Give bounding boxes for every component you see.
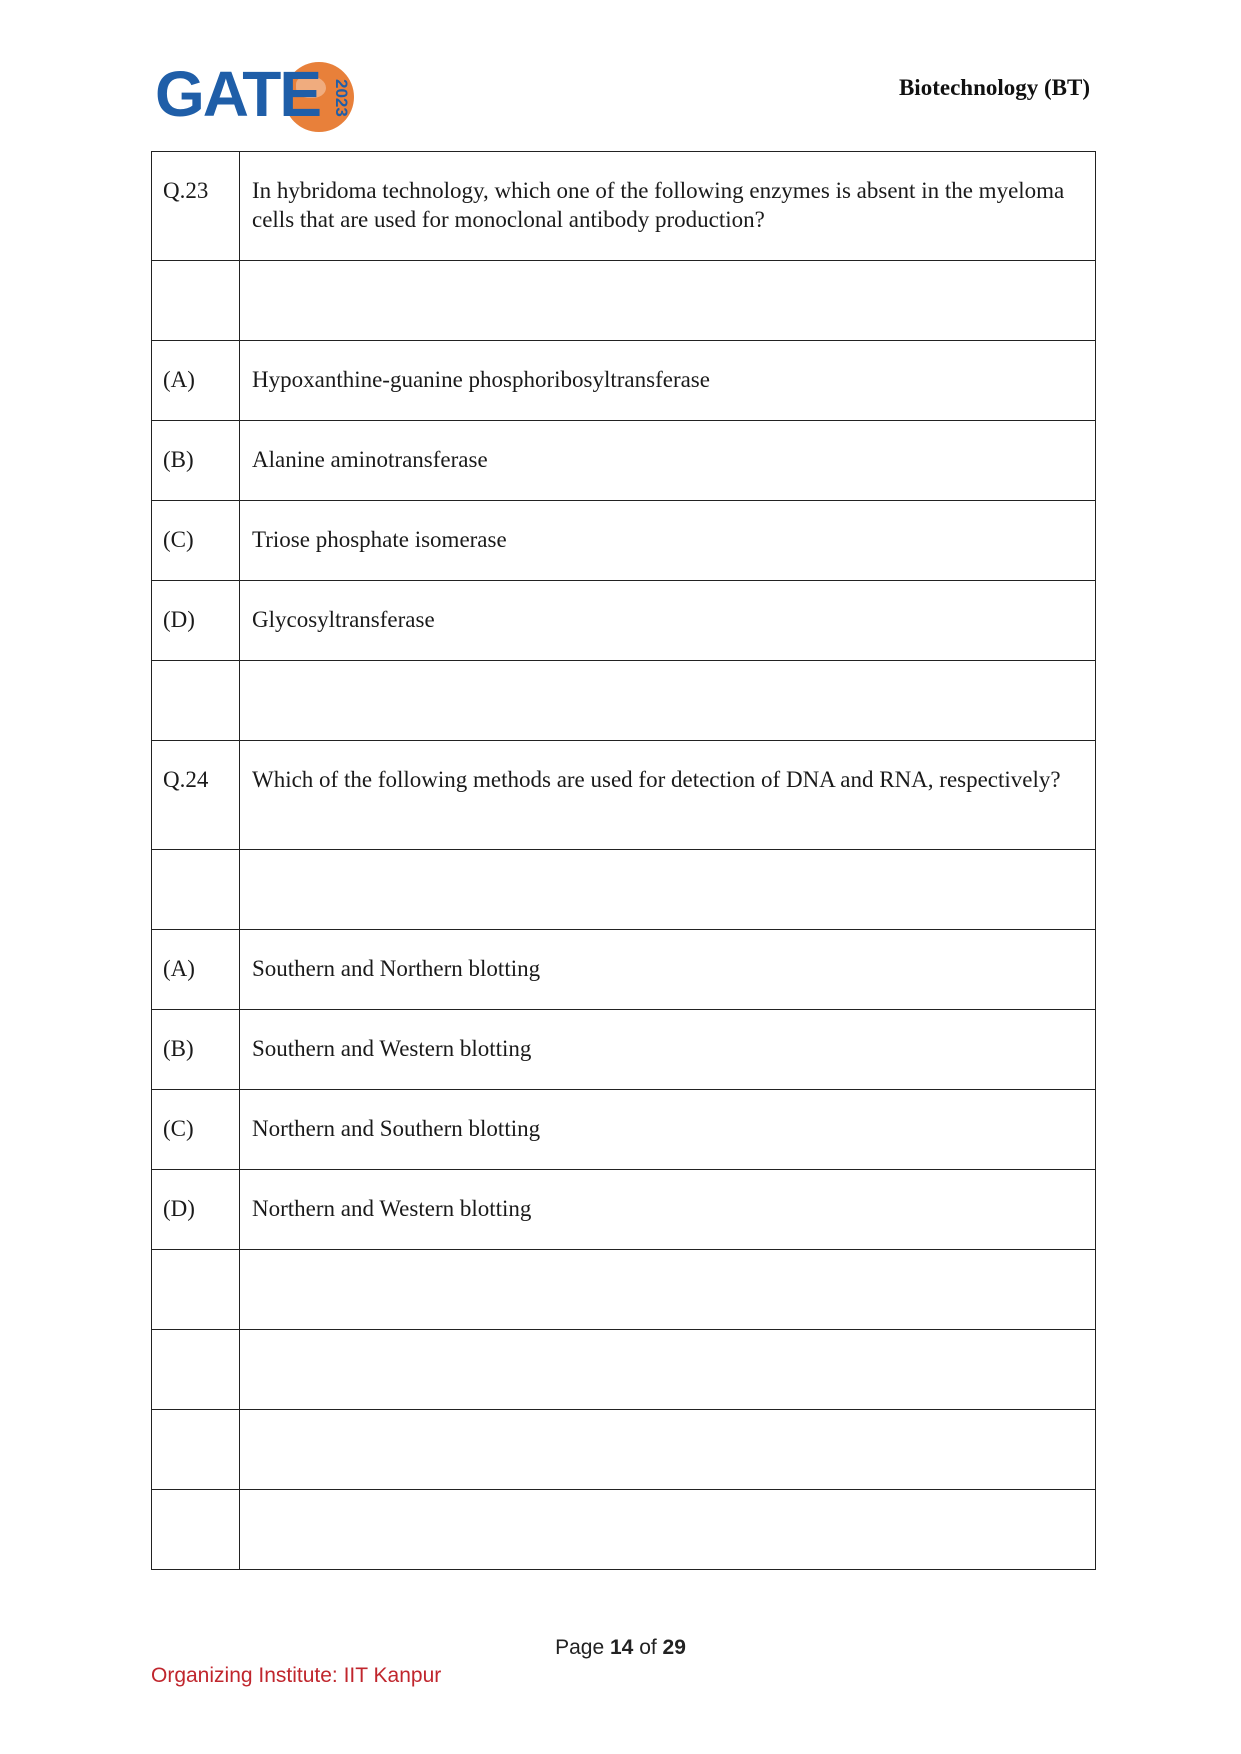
blank-row	[152, 661, 1096, 741]
question-number: Q.24	[152, 741, 240, 850]
option-row	[152, 1170, 1096, 1250]
option-text: Southern and Northern blotting	[240, 930, 1096, 1010]
option-label: (C)	[152, 501, 240, 581]
option-row	[152, 421, 1096, 501]
page-prefix: Page	[555, 1636, 605, 1659]
option-row	[152, 1090, 1096, 1170]
option-row	[152, 930, 1096, 1010]
blank-row	[152, 850, 1096, 930]
option-row	[152, 341, 1096, 421]
option-row	[152, 581, 1096, 661]
page-current: 14	[609, 1636, 634, 1659]
option-text: Glycosyltransferase	[240, 581, 1096, 661]
option-label: (D)	[152, 581, 240, 661]
option-text: Hypoxanthine-guanine phosphoribosyltransferase	[240, 341, 1096, 421]
option-label: (B)	[152, 421, 240, 501]
option-text: Triose phosphate isomerase	[240, 501, 1096, 581]
question-table	[151, 151, 1096, 1570]
option-label: (C)	[152, 1090, 240, 1170]
option-row	[152, 1010, 1096, 1090]
page-number	[0, 1636, 1241, 1660]
page-total: 29	[662, 1636, 686, 1659]
option-text: Northern and Western blotting	[240, 1170, 1096, 1250]
page-of: of	[639, 1636, 657, 1659]
subject-title: Biotechnology (BT)	[898, 75, 1090, 100]
question-row	[152, 152, 1096, 261]
blank-row	[152, 1490, 1096, 1570]
blank-row	[152, 1330, 1096, 1410]
option-text: Alanine aminotransferase	[240, 421, 1096, 501]
option-label: (A)	[152, 341, 240, 421]
option-text: Southern and Western blotting	[240, 1010, 1096, 1090]
logo-year: 2023	[332, 79, 351, 117]
question-number: Q.23	[152, 152, 240, 261]
blank-row	[152, 1250, 1096, 1330]
option-text: Northern and Southern blotting	[240, 1090, 1096, 1170]
question-row	[152, 741, 1096, 850]
option-label: (B)	[152, 1010, 240, 1090]
question-text: Which of the following methods are used for detection of DNA and RNA, respectively?	[240, 741, 1096, 850]
organizer-text: Organizing Institute: IIT Kanpur	[151, 1664, 442, 1687]
blank-row	[152, 1410, 1096, 1490]
blank-row	[152, 261, 1096, 341]
option-label: (A)	[152, 930, 240, 1010]
option-row	[152, 501, 1096, 581]
option-label: (D)	[152, 1170, 240, 1250]
logo-text: GATE	[155, 58, 321, 130]
gate-logo	[155, 60, 355, 140]
question-text: In hybridoma technology, which one of the following enzymes is absent in the myeloma cells that are used for monoclonal antibody production?	[240, 152, 1096, 261]
